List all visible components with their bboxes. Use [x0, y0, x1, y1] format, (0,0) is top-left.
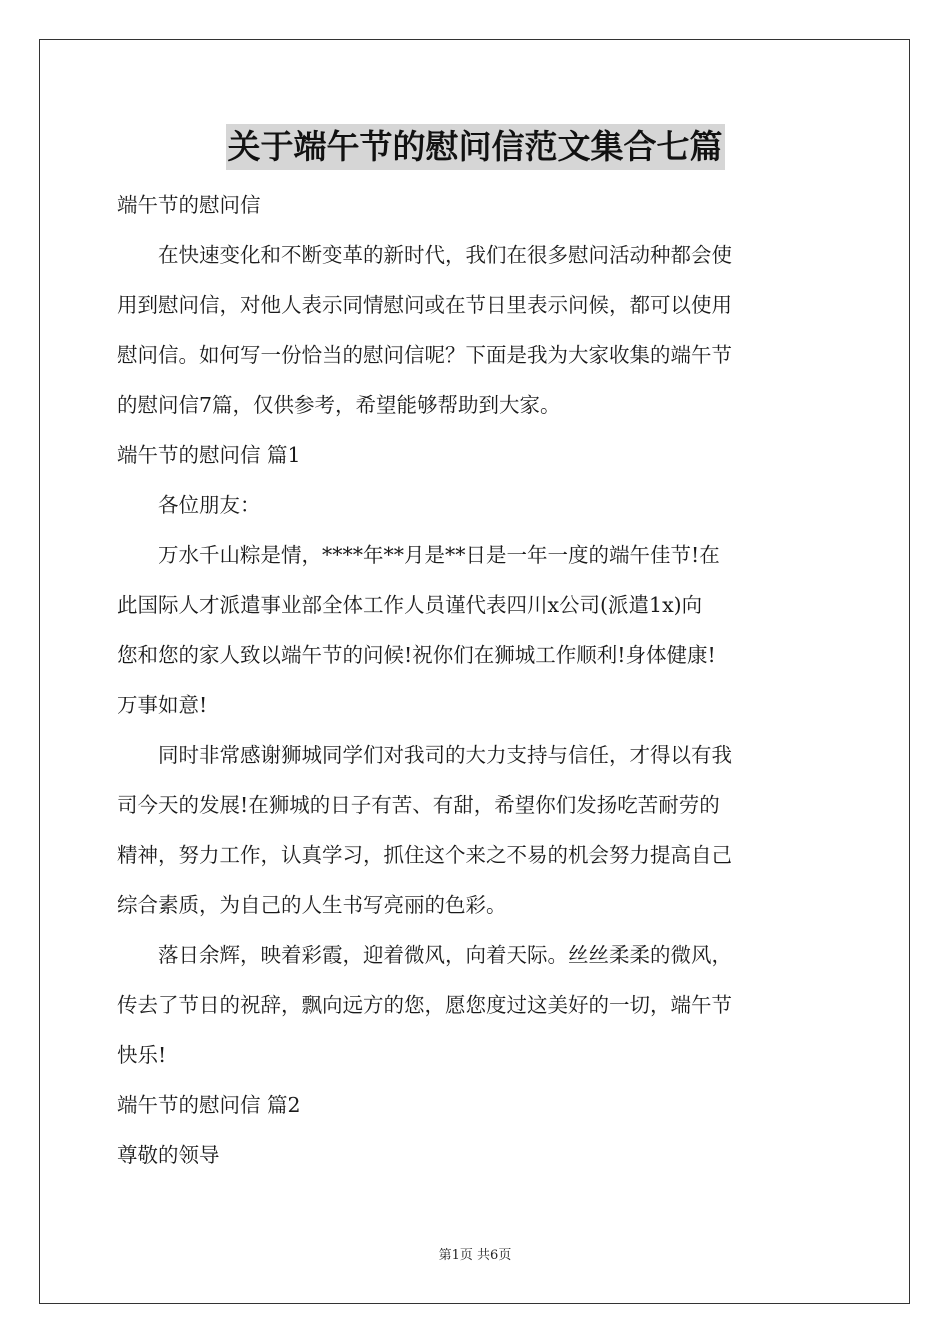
paragraph-line: 司今天的发展!在狮城的日子有苦、有甜，希望你们发扬吃苦耐劳的	[117, 793, 720, 817]
paragraph-line: 快乐!	[117, 1043, 167, 1067]
paragraph-line: 用到慰问信，对他人表示同情慰问或在节日里表示问候，都可以使用	[117, 293, 732, 317]
paragraph-line: 万事如意!	[117, 693, 208, 717]
paragraph-line: 万水千山粽是情，****年**月是**日是一年一度的端午佳节!在	[158, 543, 720, 567]
paragraph-line: 的慰问信7篇，仅供参考，希望能够帮助到大家。	[117, 393, 561, 417]
title-container	[0, 124, 950, 170]
document-title: 关于端午节的慰问信范文集合七篇	[226, 124, 725, 170]
paragraph-line: 在快速变化和不断变革的新时代，我们在很多慰问活动种都会使	[158, 243, 732, 267]
section-heading: 端午节的慰问信 篇2	[117, 1093, 301, 1117]
paragraph-line: 落日余辉，映着彩霞，迎着微风，向着天际。丝丝柔柔的微风，	[158, 943, 732, 967]
salutation: 尊敬的领导	[117, 1143, 220, 1167]
paragraph-line: 慰问信。如何写一份恰当的慰问信呢？下面是我为大家收集的端午节	[117, 343, 732, 367]
body-paragraph	[117, 930, 833, 1080]
body-paragraph	[117, 530, 833, 730]
paragraph-line: 精神，努力工作，认真学习，抓住这个来之不易的机会努力提高自己	[117, 843, 732, 867]
document-body	[117, 180, 833, 1180]
paragraph-line: 综合素质，为自己的人生书写亮丽的色彩。	[117, 893, 507, 917]
paragraph-line: 同时非常感谢狮城同学们对我司的大力支持与信任，才得以有我	[158, 743, 732, 767]
section-heading: 端午节的慰问信	[117, 193, 261, 217]
page-footer: 第1页 共6页	[438, 1248, 512, 1263]
paragraph-line: 此国际人才派遣事业部全体工作人员谨代表四川x公司(派遣1x)向	[117, 593, 703, 617]
salutation	[117, 480, 833, 530]
intro-paragraph	[117, 230, 833, 430]
paragraph-line: 您和您的家人致以端午节的问候!祝你们在狮城工作顺利!身体健康!	[117, 643, 716, 667]
body-paragraph	[117, 730, 833, 930]
section-heading: 端午节的慰问信 篇1	[117, 443, 301, 467]
paragraph-line: 传去了节日的祝辞，飘向远方的您，愿您度过这美好的一切，端午节	[117, 993, 732, 1017]
paragraph-line: 各位朋友：	[158, 493, 261, 517]
